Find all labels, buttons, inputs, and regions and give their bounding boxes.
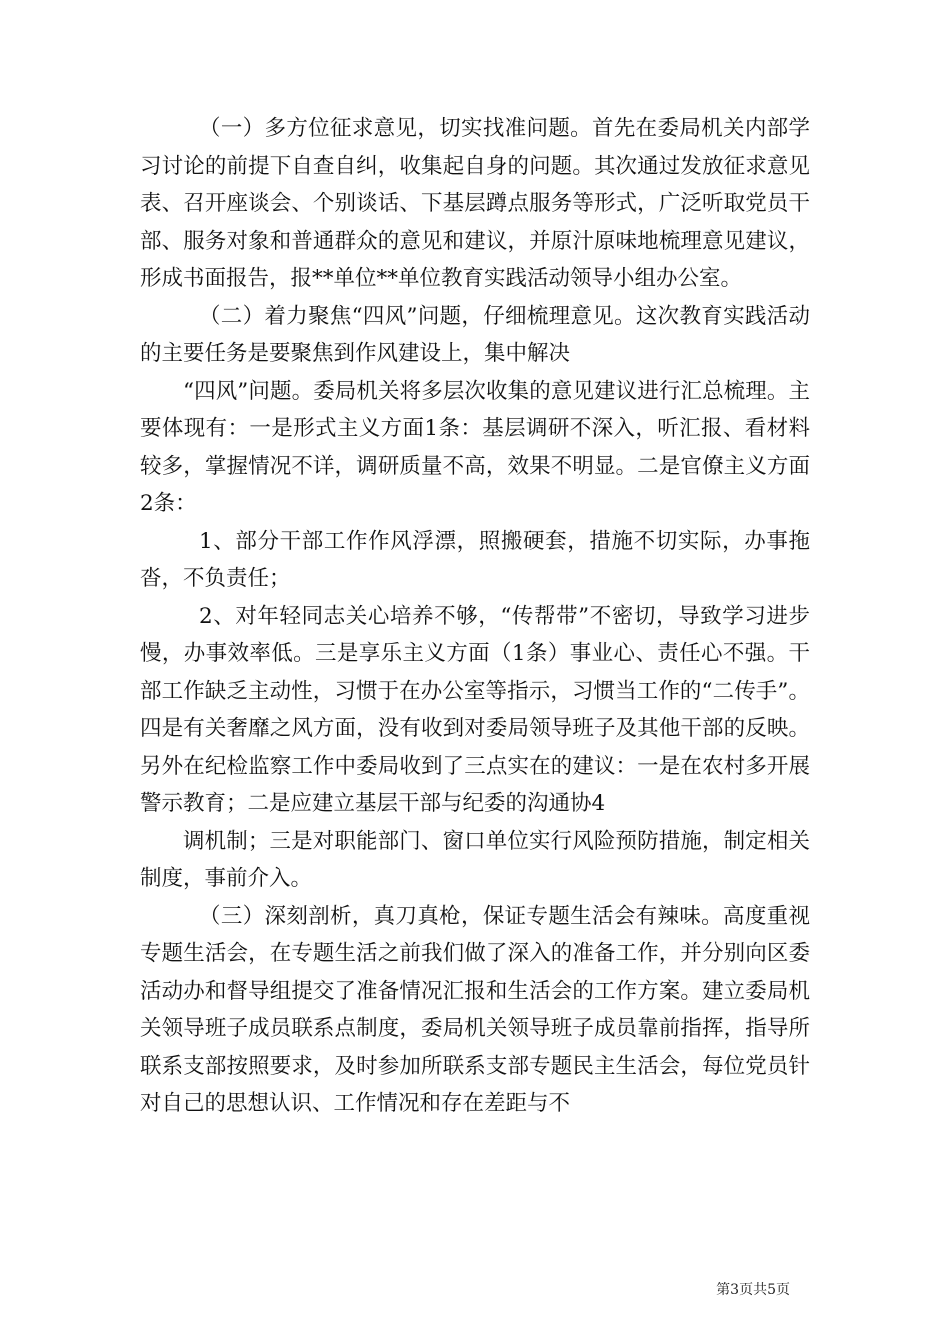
paragraph-5: 2、对年轻同志关心培养不够，“传帮带”不密切，导致学习进步慢，办事效率低。三是享乐主义方面（1条）事业心、责任心不强。干部工作缺乏主动性，习惯于在办公室等指示，习惯当工作的“二传手”。四是有关奢靡之风方面，没有收到对委局领导班子及其他干部的反映。另外在纪检监察工作中委局收到了三点实在的建议：一是在农村多开展警示教育；二是应建立基层干部与纪委的沟通协4	[140, 603, 810, 816]
paragraph-2: （二）着力聚焦“四风”问题，仔细梳理意见。这次教育实践活动的主要任务是要聚焦到作风建设上，集中解决	[140, 303, 810, 366]
paragraph-1: （一）多方位征求意见，切实找准问题。首先在委局机关内部学习讨论的前提下自查自纠，收集起自身的问题。其次通过发放征求意见表、召开座谈会、个别谈话、下基层蹲点服务等形式，广泛听取党员干部、服务对象和普通群众的意见和建议，并原汁原味地梳理意见建议，形成书面报告，报**单位**单位教育实践活动领导小组办公室。	[140, 116, 810, 291]
page-number: 第3页共5页	[716, 1282, 790, 1298]
document-body	[140, 110, 810, 1123]
paragraph-4: 1、部分干部工作作风浮漂，照搬硬套，措施不切实际，办事拖沓，不负责任；	[140, 528, 810, 591]
paragraph-3: “四风”问题。委局机关将多层次收集的意见建议进行汇总梳理。主要体现有：一是形式主义方面1条：基层调研不深入，听汇报、看材料较多，掌握情况不详，调研质量不高，效果不明显。二是官僚主义方面2条：	[140, 378, 810, 516]
paragraph-6: 调机制；三是对职能部门、窗口单位实行风险预防措施，制定相关制度，事前介入。	[140, 828, 810, 891]
paragraph-7: （三）深刻剖析，真刀真枪，保证专题生活会有辣味。高度重视专题生活会，在专题生活之前我们做了深入的准备工作，并分别向区委活动办和督导组提交了准备情况汇报和生活会的工作方案。建立委局机关领导班子成员联系点制度，委局机关领导班子成员靠前指挥，指导所联系支部按照要求，及时参加所联系支部专题民主生活会，每位党员针对自己的思想认识、工作情况和存在差距与不	[140, 903, 810, 1116]
